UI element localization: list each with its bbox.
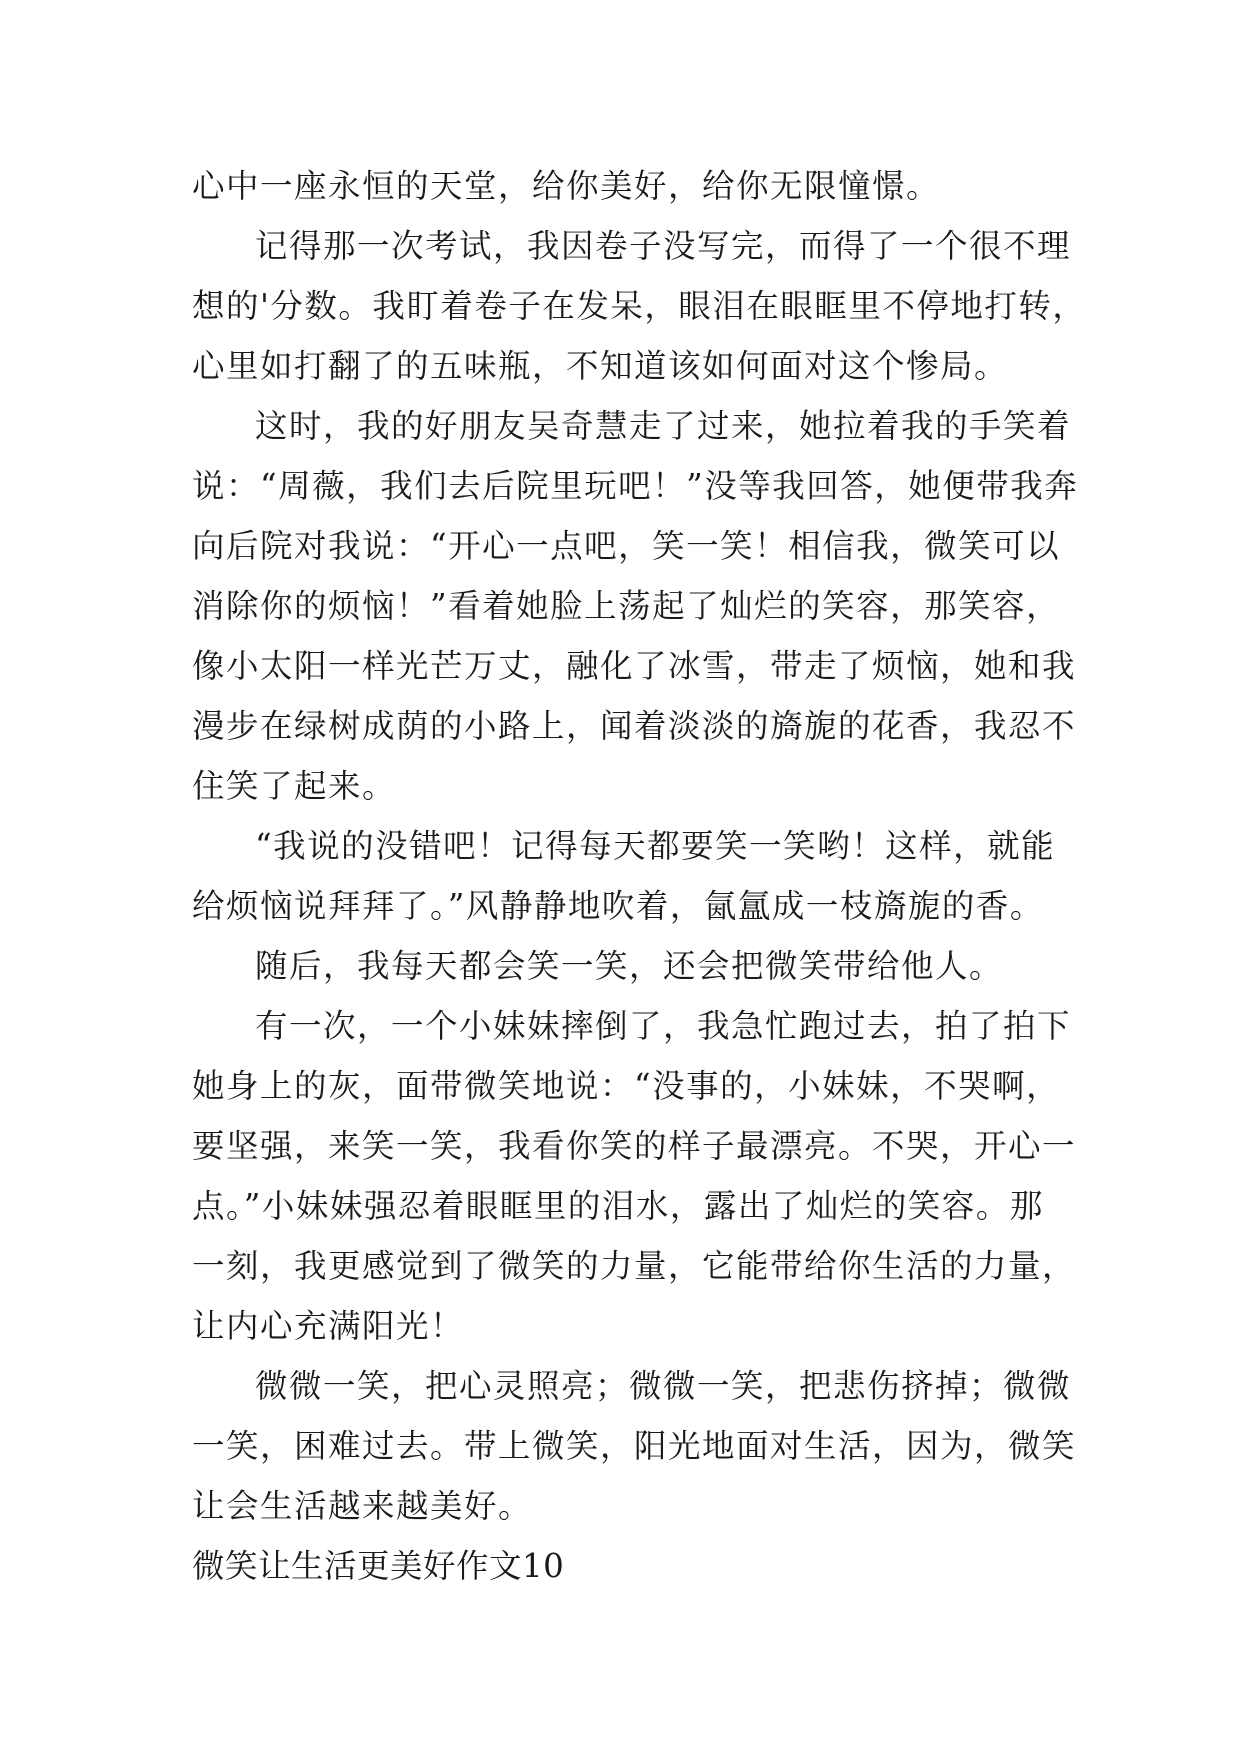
paragraph-line: 让内心充满阳光！ xyxy=(192,1307,465,1345)
paragraph-line: 点。”小妹妹强忍着眼眶里的泪水，露出了灿烂的笑容。那 xyxy=(192,1187,1044,1225)
section-heading: 微笑让生活更美好作文10 xyxy=(192,1547,565,1585)
paragraph-line: 像小太阳一样光芒万丈，融化了冰雪，带走了烦恼，她和我 xyxy=(192,647,1077,685)
paragraph-line: 有一次，一个小妹妹摔倒了，我急忙跑过去，拍了拍下 xyxy=(255,1007,1072,1045)
paragraph-line: 消除你的烦恼！”看着她脸上荡起了灿烂的笑容，那笑容， xyxy=(192,587,1061,625)
essay-body xyxy=(192,156,1087,1596)
paragraph-line: 说：“周薇，我们去后院里玩吧！”没等我回答，她便带我奔 xyxy=(192,467,1079,505)
paragraph-line: 一刻，我更感觉到了微笑的力量，它能带给你生活的力量， xyxy=(192,1247,1077,1285)
paragraph-line: 向后院对我说：“开心一点吧，笑一笑！相信我，微笑可以 xyxy=(192,527,1061,565)
paragraph-line: 随后，我每天都会笑一笑，还会把微笑带给他人。 xyxy=(255,947,1004,985)
paragraph-line: 一笑，困难过去。带上微笑，阳光地面对生活，因为，微笑 xyxy=(192,1427,1077,1465)
paragraph-line: 记得那一次考试，我因卷子没写完，而得了一个很不理 xyxy=(255,227,1072,265)
paragraph-line: 要坚强，来笑一笑，我看你笑的样子最漂亮。不哭，开心一 xyxy=(192,1127,1077,1165)
paragraph-line: 住笑了起来。 xyxy=(192,767,397,805)
paragraph-line: 想的'分数。我盯着卷子在发呆，眼泪在眼眶里不停地打转， xyxy=(192,287,1087,325)
paragraph-line: 她身上的灰，面带微笑地说：“没事的，小妹妹，不哭啊， xyxy=(192,1067,1061,1105)
paragraph-line: 漫步在绿树成荫的小路上，闻着淡淡的旖旎的花香，我忍不 xyxy=(192,707,1077,745)
paragraph-line: “我说的没错吧！记得每天都要笑一笑哟！这样，就能 xyxy=(255,827,1056,865)
paragraph-line: 心里如打翻了的五味瓶，不知道该如何面对这个惨局。 xyxy=(192,347,1009,385)
paragraph-line: 给烦恼说拜拜了。”风静静地吹着，氤氲成一枝旖旎的香。 xyxy=(192,887,1044,925)
paragraph-line: 这时，我的好朋友吴奇慧走了过来，她拉着我的手笑着 xyxy=(255,407,1072,445)
paragraph-line: 心中一座永恒的天堂，给你美好，给你无限憧憬。 xyxy=(192,167,941,205)
paragraph-line: 让会生活越来越美好。 xyxy=(192,1487,533,1525)
paragraph-line: 微微一笑，把心灵照亮；微微一笑，把悲伤挤掉；微微 xyxy=(255,1367,1072,1405)
